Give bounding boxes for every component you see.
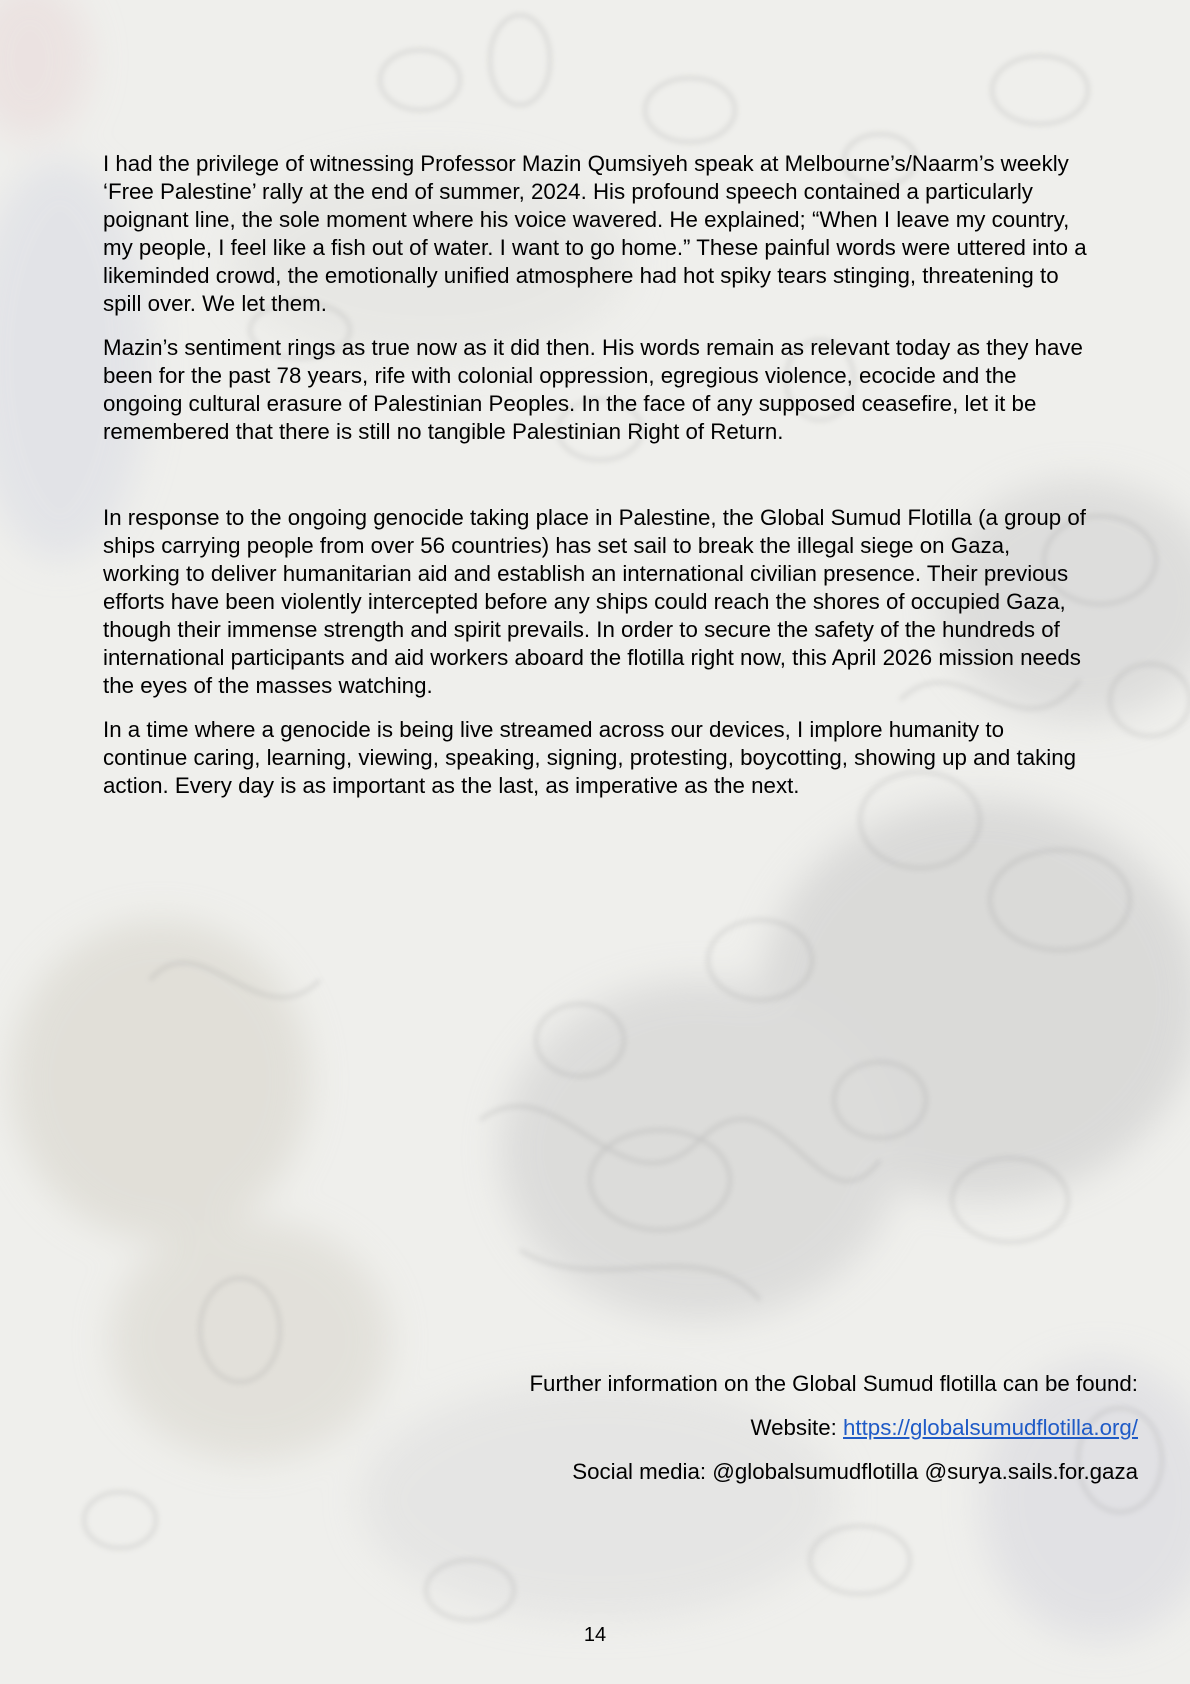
article-body <box>103 150 1088 816</box>
further-info-heading: Further information on the Global Sumud flotilla can be found: <box>529 1371 1138 1396</box>
paragraph-2: Mazin’s sentiment rings as true now as it did then. His words remain as relevant today as they have been for the past 78 years, rife with colonial oppression, egregious violence, ecocide and the ongoing cultural erasure of Palestinian Peoples. In the face of any supposed ceasefire, let it be remembered that there is still no tangible Palestinian Right of Return. <box>103 335 1083 444</box>
further-info <box>529 1370 1138 1502</box>
website-label: Website: <box>750 1415 844 1440</box>
social-media-line: Social media: @globalsumudflotilla @surya.sails.for.gaza <box>572 1459 1138 1484</box>
website-link[interactable]: https://globalsumudflotilla.org/ <box>843 1415 1138 1440</box>
paragraph-1: I had the privilege of witnessing Professor Mazin Qumsiyeh speak at Melbourne’s/Naarm’s weekly ‘Free Palestine’ rally at the end of summer, 2024. His profound speech contained a particularly poignant line, the sole moment where his voice wavered. He explained; “When I leave my country, my people, I feel like a fish out of water. I want to go home.” These painful words were uttered into a likeminded crowd, the emotionally unified atmosphere had hot spiky tears stinging, threatening to spill over. We let them. <box>103 151 1087 316</box>
paragraph-4: In a time where a genocide is being live streamed across our devices, I implore humanity to continue caring, learning, viewing, speaking, signing, protesting, boycotting, showing up and taking action. Every day is as important as the last, as imperative as the next. <box>103 717 1077 798</box>
website-line <box>529 1414 1138 1442</box>
page-number: 14 <box>583 1624 607 1646</box>
paragraph-3: In response to the ongoing genocide taking place in Palestine, the Global Sumud Flotilla (a group of ships carrying people from over 56 countries) has set sail to break the illegal siege on Gaza, working to deliver humanitarian aid and establish an international civilian presence. Their previous efforts have been violently intercepted before any ships could reach the shores of occupied Gaza, though their immense strength and spirit prevails. In order to secure the safety of the hundreds of international participants and aid workers aboard the flotilla right now, this April 2026 mission needs the eyes of the masses watching. <box>103 505 1086 698</box>
